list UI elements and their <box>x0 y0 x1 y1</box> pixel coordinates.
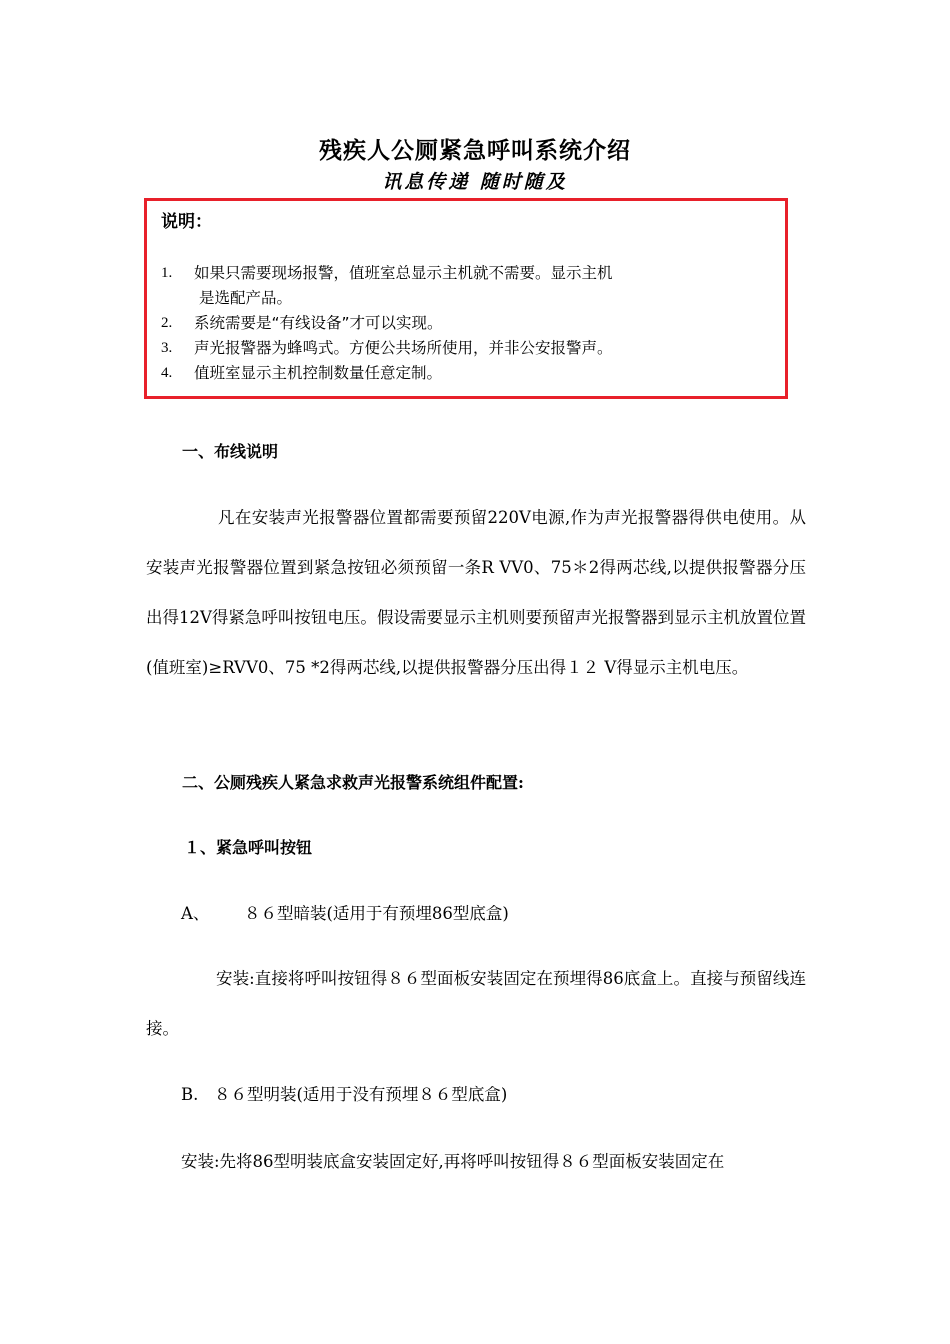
note-item-number: 2. <box>161 315 173 331</box>
document-title: 残疾人公厕紧急呼叫系统介绍 <box>319 138 631 164</box>
note-item-text: 声光报警器为蜂鸣式。方便公共场所使用，并非公安报警声。 <box>194 339 613 357</box>
note-item-text-continued: 是选配产品。 <box>199 289 293 307</box>
note-item <box>161 311 613 336</box>
note-item-text: 如果只需要现场报警，值班室总显示主机就不需要。显示主机 <box>194 264 613 282</box>
note-item-number: 1. <box>161 265 173 281</box>
section1-heading: 一、布线说明 <box>182 442 279 461</box>
item-a-label: A、 <box>181 904 210 923</box>
note-item-number: 4. <box>161 365 173 381</box>
note-box <box>144 198 788 399</box>
note-item <box>161 361 613 386</box>
item-b-text: ８６型明装(适用于没有预埋８６型底盒) <box>214 1085 508 1104</box>
item-b-label: B. <box>181 1085 199 1104</box>
note-item-number: 3. <box>161 340 173 356</box>
note-item-text: 值班室显示主机控制数量任意定制。 <box>194 364 443 382</box>
section2-heading: 二、公厕残疾人紧急求救声光报警系统组件配置: <box>182 773 524 792</box>
note-list <box>161 261 613 386</box>
note-item <box>161 261 613 311</box>
subsection1-heading: １、紧急呼叫按钮 <box>184 838 313 857</box>
document-slogan: 讯息传递 随时随及 <box>382 171 568 193</box>
item-a-text: ８６型暗装(适用于有预埋86型底盒) <box>244 904 509 923</box>
item-a-install: 安装:直接将呼叫按钮得８６型面板安装固定在预埋得86底盒上。直接与预留线连接。 <box>146 969 806 1038</box>
note-item <box>161 336 613 361</box>
item-b-install: 安装:先将86型明装底盒安装固定好,再将呼叫按钮得８６型面板安装固定在 <box>181 1152 725 1171</box>
note-heading: 说明： <box>161 212 212 232</box>
note-item-text: 系统需要是“有线设备”才可以实现。 <box>194 314 443 332</box>
section1-paragraph: 凡在安装声光报警器位置都需要预留220V电源,作为声光报警器得供电使用。从安装声光报警器位置到紧急按钮必须预留一条R VV0、75＊2得两芯线,以提供报警器分压出得12V得紧急呼叫按钮电压。假设需要显示主机则要预留声光报警器到显示主机放置位置(值班室)≥RVV0、75 *2得两芯线,以提供报警器分压出得１２ V得显示主机电压。 <box>146 508 806 677</box>
